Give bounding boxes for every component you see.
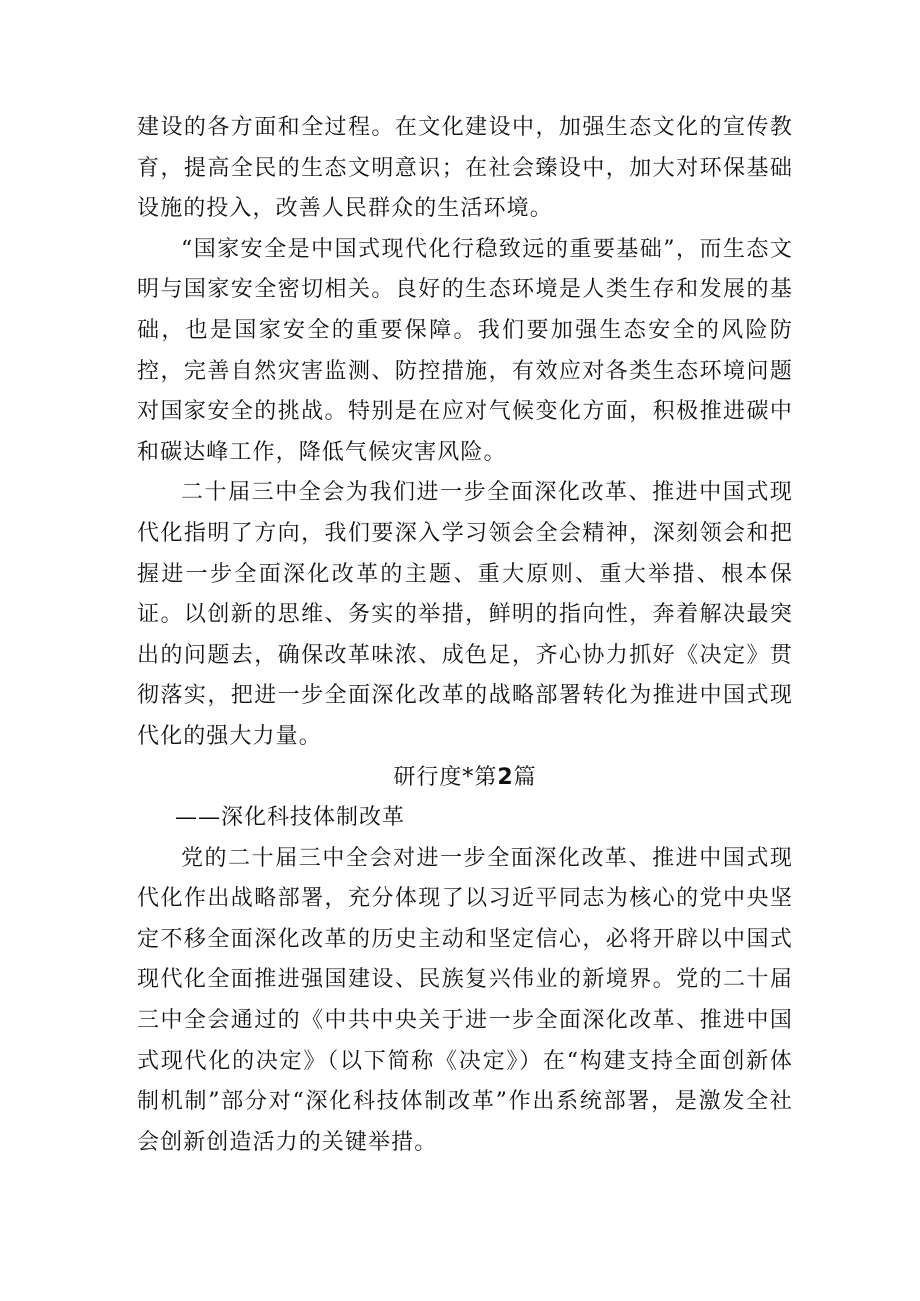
section-heading-number: 2 [497,764,514,790]
paragraph-third-plenum-guidance: 二十届三中全会为我们进一步全面深化改革、推进中国式现代化指明了方向，我们要深入学习领会全会精神，深刻领会和把握进一步全面深化改革的主题、重大原则、重大举措、根本保证。以创新的思维、务实的举措，鲜明的指向性，奔着解决最突出的问题去，确保改革味浓、成色足，齐心协力抓好《决定》贯彻落实，把进一步全面深化改革的战略部署转化为推进中国式现代化的强大力量。 [137,480,793,749]
section-heading-prefix: 研行度*第 [393,764,498,790]
paragraph-ecology-construction: 建设的各方面和全过程。在文化建设中，加强生态文化的宣传教育，提高全民的生态文明意识；在社会臻设中，加大对环保基础设施的投入，改善人民群众的生活环境。 [137,115,793,222]
section-subheading: ——深化科技体制改革 [175,805,406,831]
paragraph-national-security: “国家安全是中国式现代化行稳致远的重要基础”，而生态文明与国家安全密切相关。良好的生态环境是人类生存和发展的基础，也是国家安全的重要保障。我们要加强生态安全的风险防控，完善自然灾害监测、防控措施，有效应对各类生态环境问题对国家安全的挑战。特别是在应对气候变化方面，积极推进碳中和碳达峰工作，降低气候灾害风险。 [137,236,793,465]
section-heading [137,758,793,799]
section-heading-suffix: 篇 [513,764,537,790]
paragraph-tech-system-reform: 党的二十届三中全会对进一步全面深化改革、推进中国式现代化作出战略部署，充分体现了以习近平同志为核心的党中央坚定不移全面深化改革的历史主动和坚定信心，必将开辟以中国式现代化全面推进强国建设、民族复兴伟业的新境界。党的二十届三中全会通过的《中共中央关于进一步全面深化改革、推进中国式现代化的决定》（以下简称《决定》）在“构建支持全面创新体制机制”部分对“深化科技体制改革”作出系统部署，是激发全社会创新创造活力的关键举措。 [137,845,793,1155]
document-page [137,108,793,1163]
